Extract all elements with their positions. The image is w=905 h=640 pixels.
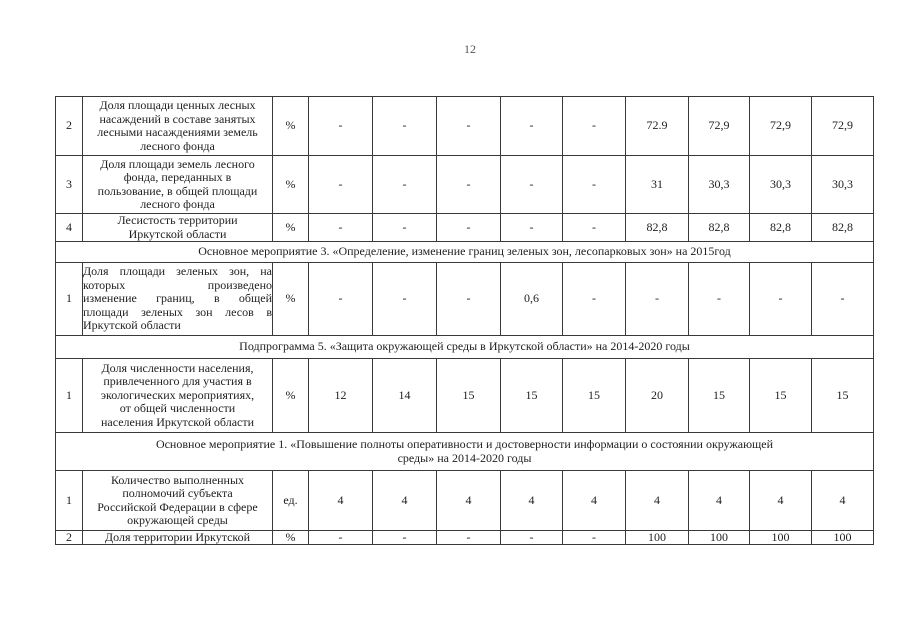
table-row [56, 531, 874, 545]
value-cell: 82,8 [750, 214, 812, 242]
value-cell: 72,9 [812, 97, 874, 156]
value-cell: - [437, 214, 501, 242]
description-line: Доля площади зеленых зон, на [83, 264, 272, 279]
description-line: Доля площади земель лесного [100, 156, 255, 171]
description-line: площади зеленых зон лесов в [83, 304, 272, 319]
description-line: экологических мероприятиях, [100, 387, 255, 402]
section-heading-row [56, 433, 874, 471]
value-cell: 30,3 [812, 156, 874, 214]
row-number: 1 [56, 359, 83, 433]
value-cell: 30,3 [689, 156, 750, 214]
section-heading [56, 336, 874, 359]
value-cell: 72.9 [626, 97, 689, 156]
value-cell: 4 [750, 471, 812, 531]
value-cell: - [309, 263, 373, 336]
description-line: пользование, в общей площади [97, 183, 258, 198]
value-cell: 4 [437, 471, 501, 531]
description-line: изменение границ, в общей [83, 291, 272, 306]
description-line: лесного фонда [140, 197, 215, 211]
value-cell: - [563, 214, 626, 242]
value-cell: 100 [812, 531, 874, 545]
value-cell: - [437, 97, 501, 156]
description-line: Лесистость территории [117, 213, 238, 227]
unit-cell: % [273, 359, 309, 433]
value-cell: 15 [812, 359, 874, 433]
row-number: 3 [56, 156, 83, 214]
section-heading-line: Основное мероприятие 3. «Определение, изменение границ зеленых зон, лесопарковых зон» на 2015год [198, 244, 731, 259]
description-line: лесными насаждениями земель [97, 125, 258, 139]
section-heading [56, 433, 874, 471]
value-cell: - [563, 97, 626, 156]
value-cell: 4 [501, 471, 563, 531]
description-line: Иркутской области [83, 318, 181, 333]
description-line: привлеченного для участия в [103, 374, 252, 389]
description-line: полномочий субъекта [122, 486, 233, 500]
value-cell: - [437, 531, 501, 545]
value-cell: 4 [563, 471, 626, 531]
row-number: 1 [56, 263, 83, 336]
value-cell: - [626, 263, 689, 336]
value-cell: - [437, 156, 501, 214]
description-line: Доля территории Иркутской [104, 530, 251, 544]
description-line: Доля численности населения, [101, 360, 254, 375]
unit-cell: % [273, 214, 309, 242]
indicator-description [83, 359, 273, 433]
value-cell: 20 [626, 359, 689, 433]
value-cell: 4 [626, 471, 689, 531]
description-line: окружающей среды [127, 513, 228, 527]
value-cell: 82,8 [812, 214, 874, 242]
value-cell: - [563, 531, 626, 545]
value-cell: - [373, 156, 437, 214]
value-cell: 4 [689, 471, 750, 531]
row-number: 1 [56, 471, 83, 531]
unit-cell: % [273, 156, 309, 214]
value-cell: 15 [437, 359, 501, 433]
table-row [56, 471, 874, 531]
description-line: фонда, переданных в [123, 170, 232, 184]
indicator-description [83, 531, 273, 545]
value-cell: - [373, 214, 437, 242]
value-cell: 0,6 [501, 263, 563, 336]
section-heading-line: среды» на 2014-2020 годы [397, 450, 532, 465]
description-line: Доля площади ценных лесных [99, 98, 256, 112]
value-cell: - [689, 263, 750, 336]
section-heading [56, 242, 874, 263]
table-row [56, 156, 874, 214]
value-cell: 15 [501, 359, 563, 433]
value-cell: 31 [626, 156, 689, 214]
row-number: 2 [56, 97, 83, 156]
page-number: 12 [464, 42, 476, 56]
table-row [56, 214, 874, 242]
indicators-table [55, 96, 874, 545]
value-cell: 82,8 [626, 214, 689, 242]
table-row [56, 97, 874, 156]
indicator-description [83, 471, 273, 531]
value-cell: - [750, 263, 812, 336]
value-cell: 100 [689, 531, 750, 545]
unit-cell: % [273, 97, 309, 156]
value-cell: - [373, 531, 437, 545]
indicator-description [83, 214, 273, 242]
section-heading-row [56, 242, 874, 263]
value-cell: - [373, 263, 437, 336]
description-line: насаждений в составе занятых [99, 111, 256, 126]
table-row [56, 263, 874, 336]
description-line: от общей численности [119, 401, 236, 416]
value-cell: - [563, 263, 626, 336]
value-cell: 100 [626, 531, 689, 545]
row-number: 4 [56, 214, 83, 242]
value-cell: 100 [750, 531, 812, 545]
indicator-description [83, 263, 273, 336]
value-cell: 4 [812, 471, 874, 531]
description-line: населения Иркутской области [100, 414, 255, 429]
description-line: Российской Федерации в сфере [97, 499, 258, 514]
value-cell: - [437, 263, 501, 336]
value-cell: 12 [309, 359, 373, 433]
value-cell: 15 [563, 359, 626, 433]
value-cell: - [309, 156, 373, 214]
description-line: Количество выполненных [110, 472, 245, 487]
value-cell: - [812, 263, 874, 336]
value-cell: 4 [309, 471, 373, 531]
description-line: которых произведено [83, 277, 272, 292]
value-cell: 4 [373, 471, 437, 531]
value-cell: 72,9 [689, 97, 750, 156]
value-cell: 72,9 [750, 97, 812, 156]
value-cell: - [309, 214, 373, 242]
section-heading-line: Основное мероприятие 1. «Повышение полноты оперативности и достоверности информации о состоянии окружающей [155, 437, 774, 451]
row-number: 2 [56, 531, 83, 545]
value-cell: - [501, 214, 563, 242]
value-cell: - [373, 97, 437, 156]
value-cell: 14 [373, 359, 437, 433]
unit-cell: % [273, 531, 309, 545]
value-cell: - [501, 97, 563, 156]
indicator-description [83, 97, 273, 156]
value-cell: - [309, 531, 373, 545]
table-row [56, 359, 874, 433]
value-cell: 82,8 [689, 214, 750, 242]
unit-cell: % [273, 263, 309, 336]
unit-cell: ед. [273, 471, 309, 531]
value-cell: 30,3 [750, 156, 812, 214]
description-line: лесного фонда [140, 138, 215, 153]
value-cell: - [501, 156, 563, 214]
value-cell: 15 [689, 359, 750, 433]
value-cell: - [563, 156, 626, 214]
value-cell: 15 [750, 359, 812, 433]
section-heading-line: Подпрограмма 5. «Защита окружающей среды в Иркутской области» на 2014-2020 годы [239, 339, 690, 354]
section-heading-row [56, 336, 874, 359]
indicator-description [83, 156, 273, 214]
description-line: Иркутской области [128, 226, 227, 241]
value-cell: - [309, 97, 373, 156]
value-cell: - [501, 531, 563, 545]
